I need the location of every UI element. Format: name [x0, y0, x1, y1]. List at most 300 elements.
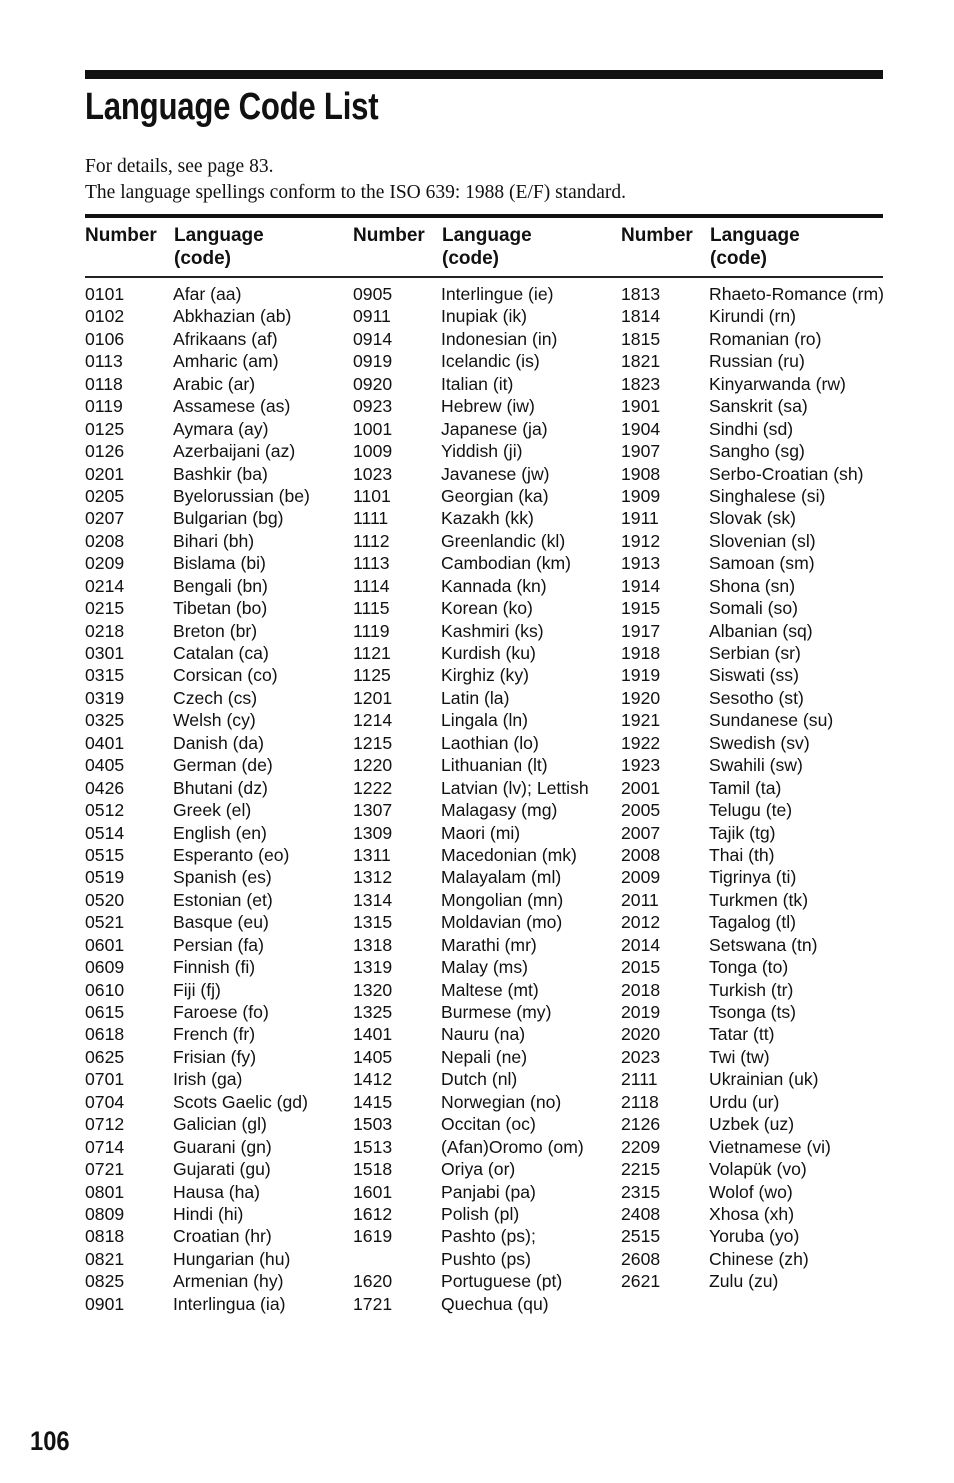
language-number: 1619: [353, 1226, 393, 1247]
language-number: 2515: [621, 1226, 661, 1247]
language-name: Fiji (fj): [173, 979, 221, 1000]
language-number: 1222: [353, 777, 393, 798]
language-number: 0625: [85, 1046, 125, 1067]
language-number: 0923: [353, 396, 393, 417]
table-row: [353, 1203, 589, 1225]
table-row: [353, 373, 589, 395]
table-row: [353, 934, 589, 956]
header-code-label: (code): [710, 248, 767, 269]
language-number: 2009: [621, 867, 661, 888]
language-number: 0119: [85, 396, 123, 417]
language-number: 0615: [85, 1002, 125, 1022]
table-row: [621, 1225, 884, 1247]
language-name: Estonian (et): [173, 889, 273, 910]
language-name: Bihari (bh): [173, 530, 255, 551]
language-number: 0919: [353, 351, 393, 372]
table-row: [353, 1001, 589, 1023]
table-row: [353, 418, 589, 440]
language-number: 1913: [621, 553, 661, 574]
language-name: Bengali (bn): [173, 575, 268, 596]
table-row: [353, 575, 589, 597]
language-number: 1921: [621, 710, 661, 731]
header-language-label: Language: [442, 225, 532, 246]
language-name: Latin (la): [441, 687, 510, 708]
language-number: 2215: [621, 1159, 661, 1180]
language-number: 0519: [85, 867, 125, 888]
language-name: Russian (ru): [709, 351, 805, 372]
language-name: Albanian (sq): [709, 620, 813, 641]
language-name: Sundanese (su): [709, 710, 834, 731]
table-row: [85, 575, 310, 597]
language-name: Romanian (ro): [709, 328, 822, 349]
table-row: [85, 687, 310, 709]
language-name: Armenian (hy): [173, 1271, 284, 1292]
language-name: Marathi (mr): [441, 934, 537, 955]
language-number: 1503: [353, 1114, 393, 1135]
table-row: [85, 373, 310, 395]
table-row: [353, 1248, 589, 1270]
language-number: 1815: [621, 328, 661, 349]
language-number: 2007: [621, 822, 661, 843]
language-number: 1901: [621, 396, 661, 417]
table-row: [353, 1068, 589, 1090]
table-row: [621, 507, 884, 529]
language-number: 1320: [353, 979, 393, 1000]
table-row: [621, 911, 884, 933]
language-name: Burmese (my): [441, 1002, 552, 1022]
language-number: 0315: [85, 665, 125, 686]
language-number: 0618: [85, 1024, 125, 1045]
table-row: [85, 799, 310, 821]
language-name: Siswati (ss): [709, 665, 799, 686]
language-name: Yoruba (yo): [709, 1226, 800, 1247]
table-row: [621, 777, 884, 799]
language-name: Bashkir (ba): [173, 463, 268, 484]
language-number: 0215: [85, 598, 125, 619]
language-number: 1513: [353, 1136, 393, 1157]
language-number: 1315: [353, 912, 393, 933]
language-name: Lithuanian (lt): [441, 755, 548, 776]
language-number: 2608: [621, 1248, 661, 1269]
language-column-3: [621, 283, 884, 1293]
table-row: [85, 1248, 310, 1270]
language-number: 0911: [353, 306, 391, 327]
table-row: [353, 1136, 589, 1158]
language-name: Czech (cs): [173, 687, 258, 708]
intro-line-2: The language spellings conform to the ISO 639: 1988 (E/F) standard.: [85, 182, 627, 203]
table-row: [353, 754, 589, 776]
language-name: Spanish (es): [173, 867, 272, 888]
language-number: 0113: [85, 351, 123, 372]
language-number: 0102: [85, 306, 125, 327]
language-number: 0101: [85, 284, 125, 304]
language-name: Tsonga (ts): [709, 1002, 797, 1022]
language-name: Javanese (jw): [441, 463, 550, 484]
table-row: [621, 418, 884, 440]
language-name: Maltese (mt): [441, 979, 539, 1000]
language-number: 1918: [621, 643, 661, 663]
language-column-1: [85, 283, 310, 1315]
table-row: [353, 1158, 589, 1180]
language-number: 1904: [621, 418, 661, 439]
language-name: Tamil (ta): [709, 777, 782, 798]
language-name: Oriya (or): [441, 1159, 516, 1180]
language-name: Tagalog (tl): [709, 912, 797, 933]
table-row: [85, 1270, 310, 1292]
language-name: Interlingua (ia): [173, 1293, 286, 1314]
table-row: [85, 418, 310, 440]
table-row: [621, 956, 884, 978]
language-name: Korean (ko): [441, 598, 533, 619]
language-name: Inupiak (ik): [441, 306, 528, 327]
table-row: [621, 754, 884, 776]
language-name: Serbian (sr): [709, 643, 801, 663]
language-name: Turkish (tr): [709, 979, 794, 1000]
table-row: [85, 350, 310, 372]
language-name: Amharic (am): [173, 351, 279, 372]
table-row: [353, 328, 589, 350]
table-row: [85, 440, 310, 462]
language-number: 1125: [353, 665, 391, 686]
table-row: [621, 530, 884, 552]
table-row: [353, 507, 589, 529]
table-row: [353, 1270, 589, 1292]
language-number: 0601: [85, 934, 125, 955]
language-name: Zulu (zu): [709, 1271, 779, 1292]
table-row: [85, 1293, 310, 1315]
table-row: [621, 305, 884, 327]
language-name: Breton (br): [173, 620, 258, 641]
language-name: Galician (gl): [173, 1114, 267, 1135]
language-number: 1908: [621, 463, 661, 484]
table-row: [85, 956, 310, 978]
table-row: [353, 350, 589, 372]
table-row: [621, 328, 884, 350]
table-row: [353, 1023, 589, 1045]
table-row: [85, 395, 310, 417]
language-name: Dutch (nl): [441, 1069, 518, 1090]
language-number: 0801: [85, 1181, 125, 1202]
language-number: 0125: [85, 418, 125, 439]
language-name: Twi (tw): [709, 1046, 770, 1067]
language-number: 1119: [353, 620, 390, 641]
language-number: 0821: [85, 1248, 125, 1269]
table-row: [353, 822, 589, 844]
language-column-2: [353, 283, 589, 1315]
language-number: 0825: [85, 1271, 125, 1292]
language-number: 0920: [353, 373, 393, 394]
table-row: [621, 597, 884, 619]
language-number: 0512: [85, 800, 125, 821]
header-language-label: Language: [710, 225, 800, 246]
language-name: German (de): [173, 755, 273, 776]
language-number: 2126: [621, 1114, 661, 1135]
language-number: 1318: [353, 934, 393, 955]
table-row: [85, 1113, 310, 1135]
language-name: Setswana (tn): [709, 934, 818, 955]
language-number: 1912: [621, 530, 661, 551]
language-number: 0809: [85, 1203, 125, 1224]
table-row: [353, 687, 589, 709]
language-name: Cambodian (km): [441, 553, 572, 574]
table-row: [85, 597, 310, 619]
language-name: Welsh (cy): [173, 710, 256, 731]
language-number: 0118: [85, 373, 123, 394]
language-number: 1909: [621, 485, 661, 506]
table-row: [353, 530, 589, 552]
language-name: Bhutani (dz): [173, 777, 268, 798]
language-number: 1907: [621, 441, 661, 462]
language-number: 2012: [621, 912, 661, 933]
table-row: [621, 732, 884, 754]
language-number: 1823: [621, 373, 661, 394]
table-row: [353, 664, 589, 686]
language-name: Danish (da): [173, 732, 264, 753]
table-row: [353, 956, 589, 978]
language-number: 1309: [353, 822, 393, 843]
table-row: [85, 1203, 310, 1225]
language-name: Corsican (co): [173, 665, 278, 686]
table-row: [353, 799, 589, 821]
table-row: [353, 485, 589, 507]
language-name: Scots Gaelic (gd): [173, 1091, 308, 1112]
language-number: 1115: [353, 598, 390, 619]
table-row: [353, 1046, 589, 1068]
language-number: 1314: [353, 889, 393, 910]
language-name: Rhaeto-Romance (rm): [709, 284, 885, 304]
language-number: 2621: [621, 1271, 661, 1292]
table-row: [85, 1181, 310, 1203]
language-name: Lingala (ln): [441, 710, 529, 731]
table-row: [85, 283, 310, 305]
language-number: 2005: [621, 800, 661, 821]
language-name: Abkhazian (ab): [173, 306, 292, 327]
language-name: Basque (eu): [173, 912, 269, 933]
table-row: [353, 597, 589, 619]
table-row: [353, 979, 589, 1001]
language-number: 0325: [85, 710, 125, 731]
table-row: [621, 979, 884, 1001]
table-row: [621, 1068, 884, 1090]
language-number: 1721: [353, 1293, 393, 1314]
table-row: [621, 1023, 884, 1045]
language-name: Byelorussian (be): [173, 485, 310, 506]
language-number: 2118: [621, 1091, 659, 1112]
table-row: [353, 395, 589, 417]
language-number: 1914: [621, 575, 661, 596]
table-row: [85, 552, 310, 574]
language-name: Somali (so): [709, 598, 798, 619]
language-number: 0721: [85, 1159, 125, 1180]
language-name: Kashmiri (ks): [441, 620, 544, 641]
table-row: [85, 328, 310, 350]
language-name: Sangho (sg): [709, 441, 805, 462]
language-name: Aymara (ay): [173, 418, 269, 439]
language-number: 0704: [85, 1091, 125, 1112]
header-language-label: Language: [174, 225, 264, 246]
table-row: [621, 395, 884, 417]
table-row: [85, 1046, 310, 1068]
language-name: Malay (ms): [441, 957, 528, 978]
table-row: [621, 1113, 884, 1135]
table-row: [353, 283, 589, 305]
table-row: [353, 1181, 589, 1203]
language-number: 1121: [353, 643, 391, 663]
language-name: Assamese (as): [173, 396, 291, 417]
language-name: Hausa (ha): [173, 1181, 261, 1202]
language-name: Thai (th): [709, 844, 775, 865]
language-name: English (en): [173, 822, 267, 843]
language-number: 0401: [85, 732, 125, 753]
language-number: [353, 1248, 441, 1270]
table-row: [353, 911, 589, 933]
table-row: [85, 1225, 310, 1247]
table-row: [621, 1046, 884, 1068]
language-name: Shona (sn): [709, 575, 796, 596]
table-row: [353, 866, 589, 888]
table-row: [621, 1248, 884, 1270]
language-number: 1312: [353, 867, 393, 888]
table-row: [85, 1023, 310, 1045]
language-number: 0914: [353, 328, 393, 349]
language-name: Moldavian (mo): [441, 912, 563, 933]
language-number: 2020: [621, 1024, 661, 1045]
table-row: [85, 1001, 310, 1023]
language-name: Malagasy (mg): [441, 800, 558, 821]
table-row: [85, 1068, 310, 1090]
language-name: Pushto (ps): [441, 1248, 531, 1269]
language-number: 0208: [85, 530, 125, 551]
language-number: 0214: [85, 575, 125, 596]
language-number: 0901: [85, 1293, 125, 1314]
table-row: [621, 866, 884, 888]
table-row: [621, 889, 884, 911]
language-name: Catalan (ca): [173, 643, 269, 663]
table-row: [621, 485, 884, 507]
language-number: 0126: [85, 441, 125, 462]
language-number: 1311: [353, 844, 391, 865]
table-row: [85, 732, 310, 754]
language-name: Georgian (ka): [441, 485, 549, 506]
language-number: 1009: [353, 441, 393, 462]
language-number: 0515: [85, 844, 125, 865]
table-row: [85, 485, 310, 507]
language-number: 0610: [85, 979, 125, 1000]
table-row: [85, 754, 310, 776]
table-row: [353, 1091, 589, 1113]
language-name: Vietnamese (vi): [709, 1136, 831, 1157]
header-code-label: (code): [174, 248, 231, 269]
table-row: [621, 552, 884, 574]
table-row: [621, 1136, 884, 1158]
language-name: Tatar (tt): [709, 1024, 775, 1045]
language-name: Serbo-Croatian (sh): [709, 463, 864, 484]
language-number: 1922: [621, 732, 661, 753]
table-row: [353, 844, 589, 866]
language-name: Afrikaans (af): [173, 328, 278, 349]
language-name: Norwegian (no): [441, 1091, 562, 1112]
table-row: [353, 732, 589, 754]
language-number: 1813: [621, 284, 661, 304]
language-name: Irish (ga): [173, 1069, 243, 1090]
language-number: 1814: [621, 306, 661, 327]
table-row: [353, 1225, 589, 1247]
language-name: Occitan (oc): [441, 1114, 536, 1135]
language-number: 2315: [621, 1181, 661, 1202]
language-number: 1917: [621, 620, 661, 641]
language-number: 1215: [353, 732, 393, 753]
table-row: [85, 507, 310, 529]
table-row: [85, 642, 310, 664]
header-number-2: Number: [353, 225, 425, 246]
language-name: Uzbek (uz): [709, 1114, 795, 1135]
language-name: Kirundi (rn): [709, 306, 797, 327]
language-name: Tibetan (bo): [173, 598, 268, 619]
table-row: [621, 822, 884, 844]
language-number: 1518: [353, 1159, 393, 1180]
language-name: Kirghiz (ky): [441, 665, 529, 686]
language-name: Maori (mi): [441, 822, 521, 843]
table-row: [353, 440, 589, 462]
language-number: 0405: [85, 755, 125, 776]
language-number: 2019: [621, 1002, 661, 1022]
language-number: 0205: [85, 485, 125, 506]
language-number: 1114: [353, 575, 390, 596]
page-number: 106: [30, 1426, 70, 1456]
language-name: Slovak (sk): [709, 508, 797, 529]
language-name: Esperanto (eo): [173, 844, 290, 865]
language-name: Slovenian (sl): [709, 530, 816, 551]
language-name: Sanskrit (sa): [709, 396, 808, 417]
language-name: French (fr): [173, 1024, 256, 1045]
language-number: 2011: [621, 889, 659, 910]
table-row: [85, 620, 310, 642]
language-number: 2001: [621, 777, 661, 798]
language-name: Pashto (ps);: [441, 1226, 536, 1247]
language-number: 1405: [353, 1046, 393, 1067]
language-name: Bulgarian (bg): [173, 508, 284, 529]
language-name: Finnish (fi): [173, 957, 256, 978]
language-number: 1201: [353, 687, 393, 708]
language-name: Swahili (sw): [709, 755, 803, 776]
language-number: 1325: [353, 1002, 393, 1022]
table-row: [85, 1136, 310, 1158]
language-name: Tigrinya (ti): [709, 867, 797, 888]
language-number: 2111: [621, 1069, 658, 1090]
language-number: 0301: [85, 643, 125, 663]
table-row: [621, 664, 884, 686]
table-row: [85, 934, 310, 956]
language-name: Japanese (ja): [441, 418, 548, 439]
language-name: Samoan (sm): [709, 553, 815, 574]
table-row: [85, 866, 310, 888]
language-name: Kinyarwanda (rw): [709, 373, 846, 394]
language-number: 0514: [85, 822, 125, 843]
header-language-1: [174, 224, 264, 270]
language-number: 0712: [85, 1114, 125, 1135]
language-number: 2209: [621, 1136, 661, 1157]
language-name: Kannada (kn): [441, 575, 547, 596]
language-number: 1023: [353, 463, 393, 484]
table-row: [353, 463, 589, 485]
table-row: [621, 1270, 884, 1292]
table-row: [85, 463, 310, 485]
language-number: 1111: [353, 508, 389, 529]
language-number: 1919: [621, 665, 661, 686]
table-row: [621, 934, 884, 956]
language-number: 1220: [353, 755, 393, 776]
language-number: 1214: [353, 710, 393, 731]
